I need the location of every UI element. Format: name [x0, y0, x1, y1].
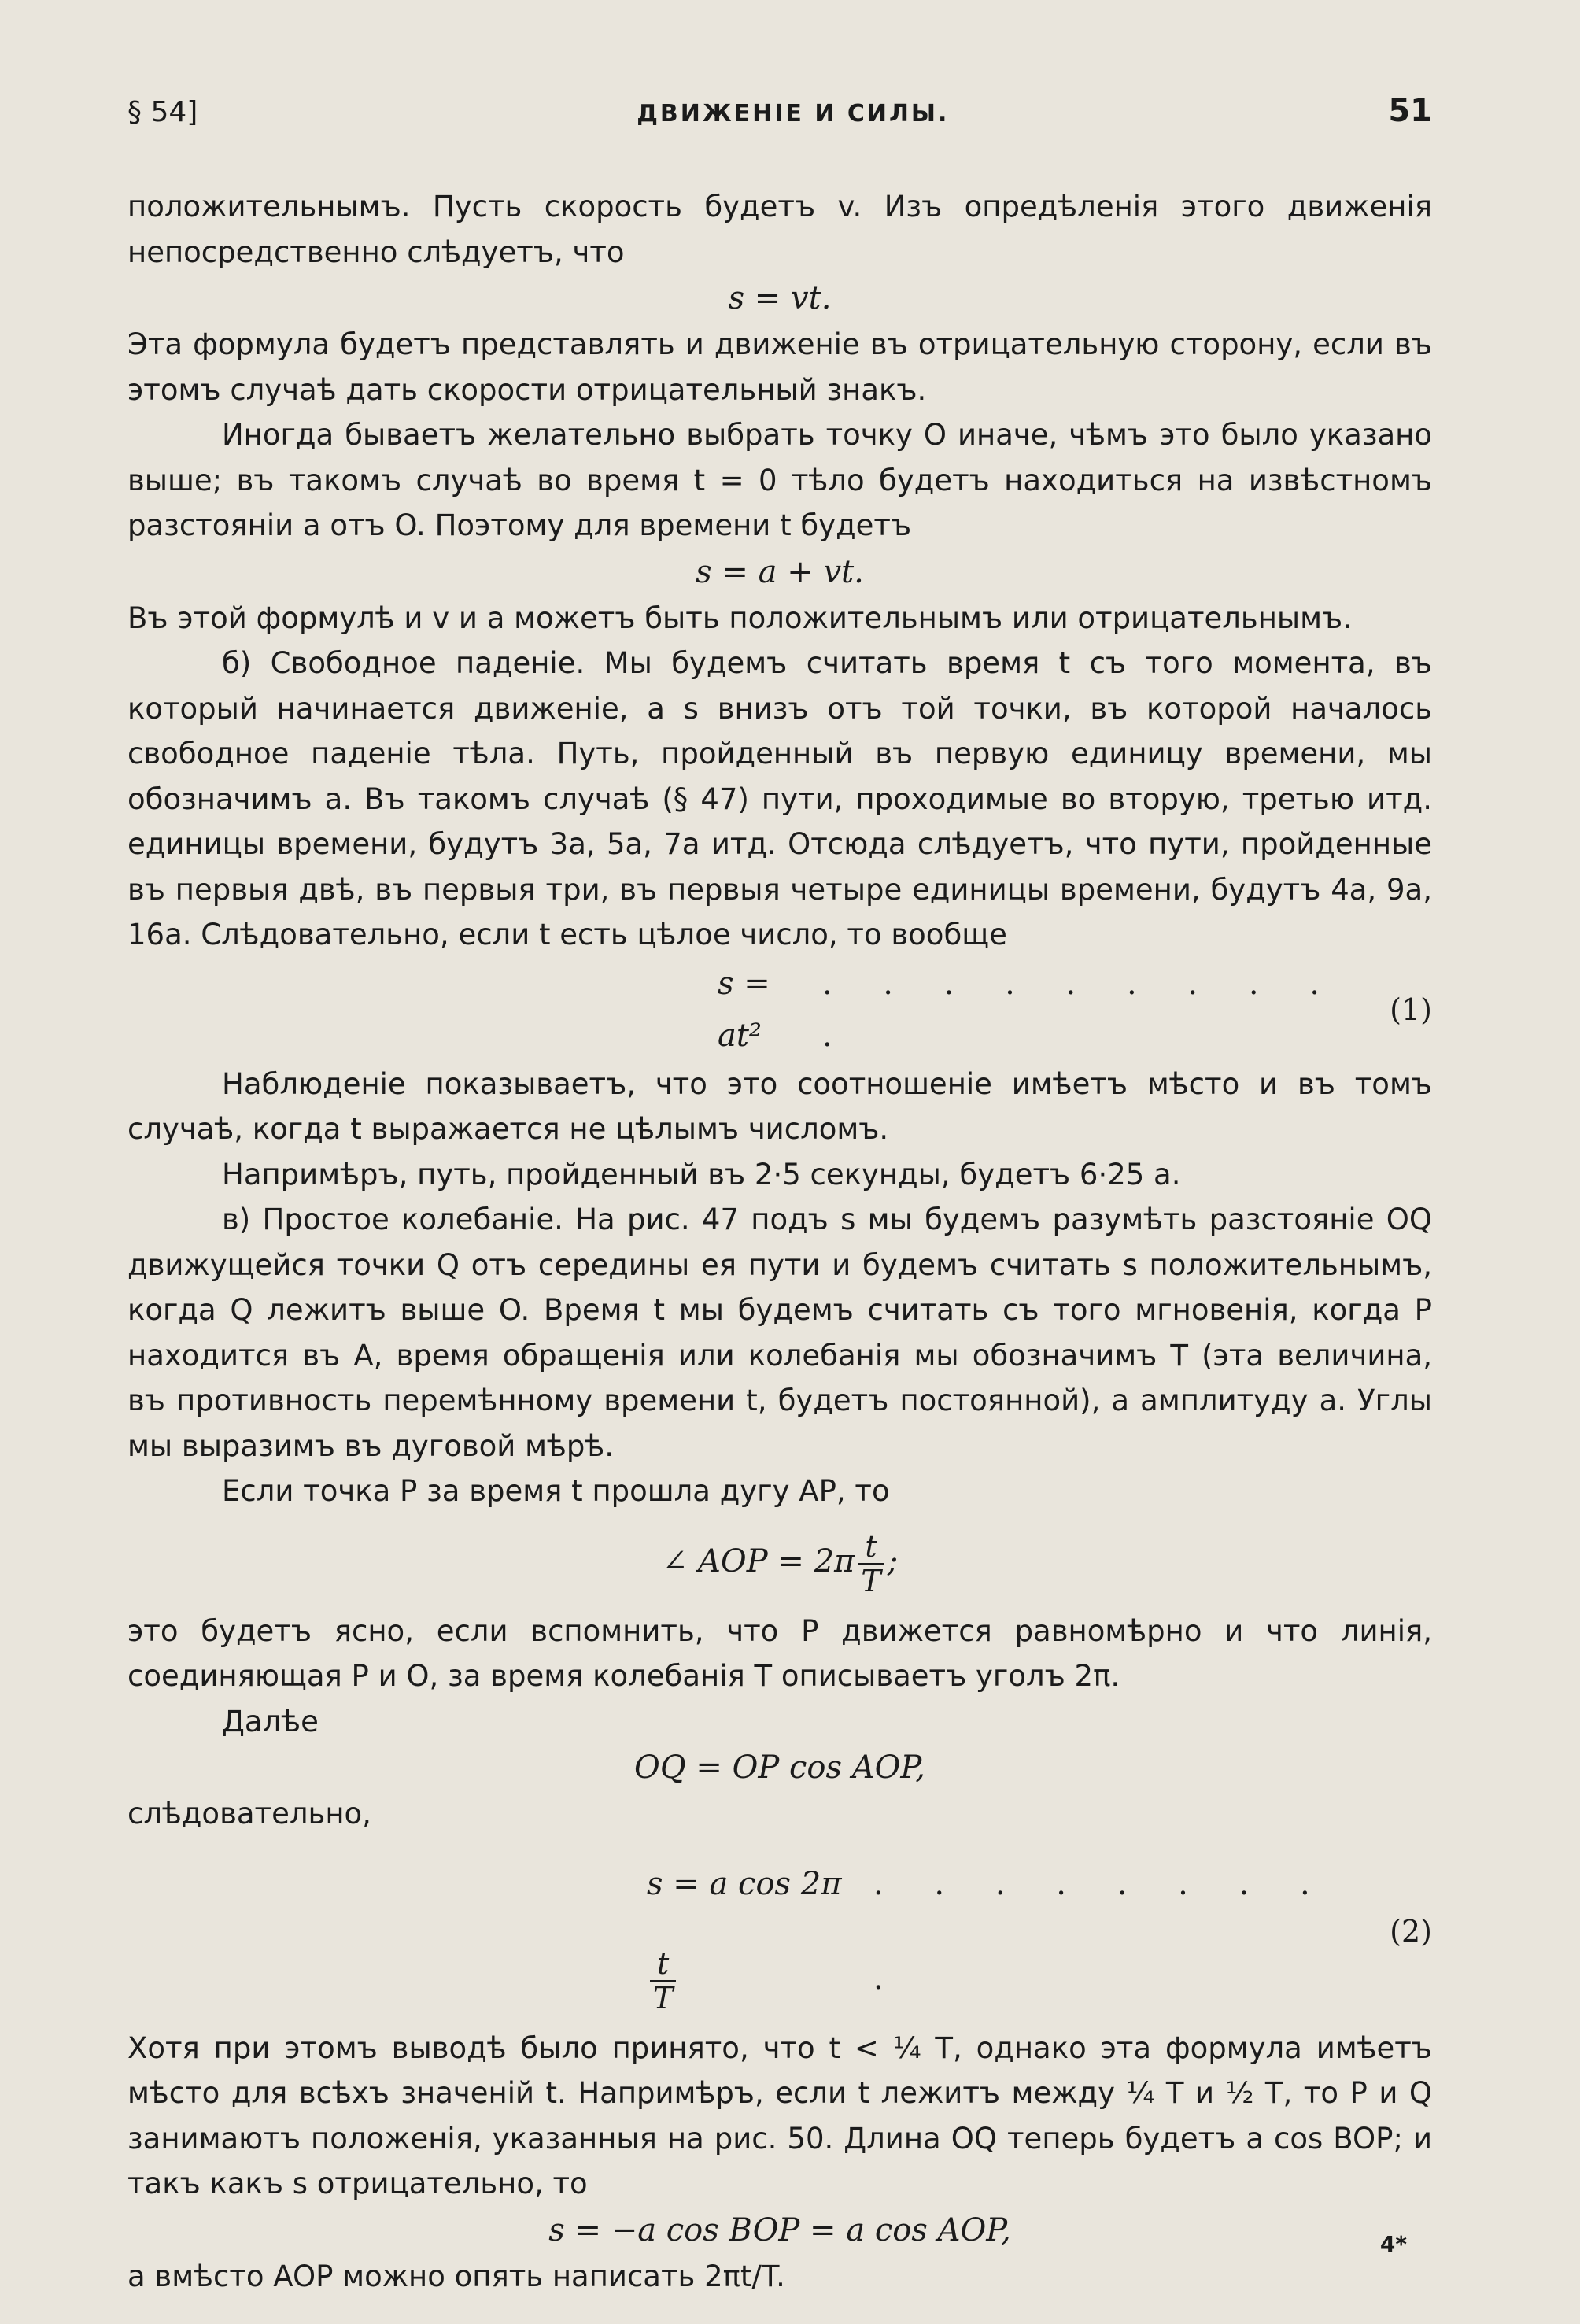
- equation-lhs: ∠ AOP = 2π: [661, 1543, 855, 1580]
- equation-number: (1): [1390, 992, 1432, 1027]
- equation-tail: ;: [887, 1543, 899, 1580]
- paragraph: Если точка P за время t прошла дугу AP, то: [222, 1474, 890, 1508]
- equation-body: [647, 1837, 873, 2026]
- equation: s = a + vt.: [696, 553, 864, 590]
- page-number: 51: [1388, 93, 1432, 129]
- leader-dots: . . . . . . . . . .: [821, 965, 1340, 1054]
- section-marker: § 54]: [127, 96, 198, 128]
- paragraph: а вмѣсто AOP можно опять написать 2πt/T.: [127, 2259, 785, 2293]
- paragraph: Далѣе: [222, 1704, 319, 1738]
- paragraph: Хотя при этомъ выводѣ было принято, что t < ¼ T, однако эта формула имѣетъ мѣсто для всѣхъ значеній t. Напримѣръ, если t лежитъ между ¼ T и ½ T, то P и Q занимаютъ положенія, указанныя на рис. 50. Длина OQ теперь будетъ a cos BOP; и такъ какъ s отрицательно, то: [127, 2030, 1432, 2200]
- signature-mark: 4*: [1379, 2231, 1407, 2257]
- fraction-equation: [127, 1514, 1432, 1609]
- paragraph: Въ этой формулѣ и v и a можетъ быть положительнымъ или отрицательнымъ.: [127, 600, 1352, 635]
- paragraph: Напримѣръ, путь, пройденный въ 2·5 секунды, будетъ 6·25 a.: [222, 1157, 1181, 1192]
- paragraph: в) Простое колебаніе. На рис. 47 подъ s мы будемъ разумѣть разстояніе OQ движущейся точки Q отъ середины ея пути и будемъ считать s положительнымъ, когда Q лежитъ выше O. Время t мы будемъ считать съ того мгновенія, когда P находится въ A, время обращенія или колебанія мы обозначимъ T (эта величина, въ противность перемѣнному времени t, будетъ постоянной), а амплитуду a. Углы мы выразимъ въ дуговой мѣрѣ.: [127, 1203, 1432, 1463]
- paragraph: Эта формула будетъ представлять и движеніе въ отрицательную сторону, если въ этомъ случаѣ дать скорости отрицательный знакъ.: [127, 327, 1432, 407]
- paragraph: слѣдовательно,: [127, 1797, 371, 1831]
- numbered-fraction-equation: [127, 1837, 1432, 2026]
- fraction: [650, 1947, 676, 2015]
- fraction: [858, 1530, 884, 1598]
- equation: s = vt.: [728, 280, 832, 316]
- equation: s = −a cos BOP = a cos AOP,: [548, 2211, 1011, 2248]
- numerator: t: [650, 1947, 676, 1982]
- paragraph: Иногда бываетъ желательно выбрать точку O иначе, чѣмъ это было указано выше; въ такомъ случаѣ во время t = 0 тѣло будетъ находиться на извѣстномъ разстояніи a отъ O. Поэтому для времени t будетъ: [127, 418, 1432, 542]
- equation-body: s = at²: [718, 965, 770, 1054]
- numerator: t: [858, 1530, 884, 1565]
- paragraph: б) Свободное паденіе. Мы будемъ считать время t съ того момента, въ который начинается движеніе, а s внизъ отъ той точки, въ которой началось свободное паденіе тѣла. Путь, пройденный въ первую единицу времени, мы обозначимъ a. Въ такомъ случаѣ (§ 47) пути, проходимые во вторую, третью итд. единицы времени, будутъ 3a, 5a, 7a итд. Отсюда слѣдуетъ, что пути, пройденные въ первыя двѣ, въ первыя три, въ первыя четыре единицы времени, будутъ 4a, 9a, 16a. Слѣдовательно, если t есть цѣлое число, то вообще: [127, 646, 1432, 951]
- denominator: T: [861, 1563, 881, 1598]
- paragraph: положительнымъ. Пусть скорость будетъ v. Изъ опредѣленія этого движенія непосредственно слѣдуетъ, что: [127, 190, 1432, 269]
- equation-number: (2): [1390, 1913, 1432, 1949]
- running-header: [127, 93, 1432, 129]
- paragraph: это будетъ ясно, если вспомнить, что P движется равномѣрно и что линія, соединяющая P и O, за время колебанія T описываетъ уголъ 2π.: [127, 1613, 1432, 1693]
- page-body: [127, 184, 1432, 2299]
- equation-lhs: s = a cos 2π: [647, 1865, 842, 1902]
- running-title: ДВИЖЕНІЕ И СИЛЫ.: [637, 100, 950, 127]
- leader-dots: . . . . . . . . .: [873, 1865, 1331, 1997]
- equation: OQ = OP cos AOP,: [634, 1749, 925, 1786]
- denominator: T: [653, 1980, 674, 2015]
- paragraph: Наблюденіе показываетъ, что это соотношеніе имѣетъ мѣсто и въ томъ случаѣ, когда t выражается не цѣлымъ числомъ.: [127, 1066, 1432, 1146]
- numbered-equation: [127, 958, 1432, 1062]
